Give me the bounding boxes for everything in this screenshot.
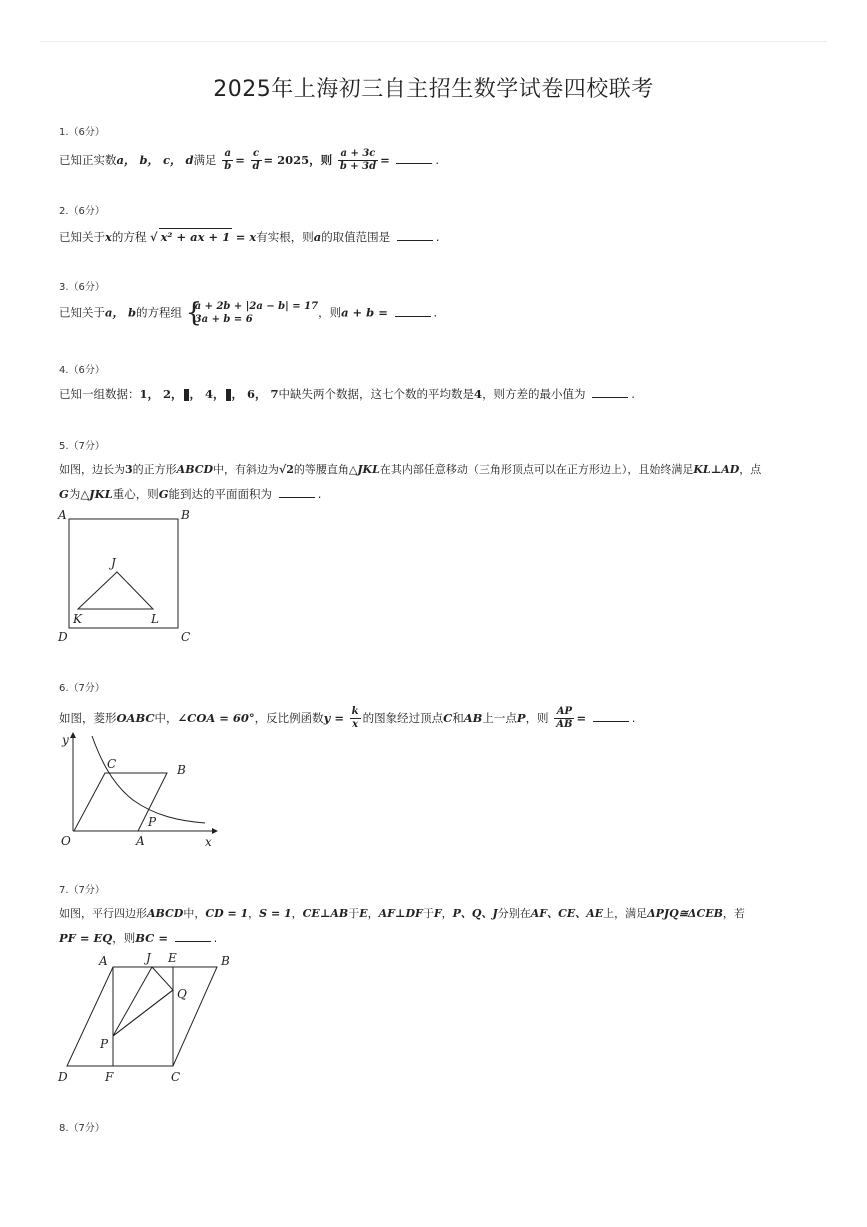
math: △JKL bbox=[348, 463, 380, 476]
fraction bbox=[554, 706, 574, 731]
math: ABCD bbox=[176, 463, 213, 476]
question-1-header bbox=[59, 123, 105, 138]
text: . bbox=[433, 305, 438, 320]
fraction bbox=[251, 148, 262, 173]
math: P、Q、J bbox=[452, 907, 498, 920]
radicand: x² + ax + 1 bbox=[160, 230, 231, 244]
text: ，若 bbox=[722, 907, 745, 920]
label-f: F bbox=[105, 1070, 114, 1084]
text: . bbox=[435, 153, 440, 167]
question-score: （7分） bbox=[68, 1123, 105, 1134]
x-axis-arrow bbox=[212, 828, 218, 834]
question-6-figure bbox=[55, 728, 220, 852]
segment-pq bbox=[113, 990, 173, 1036]
math: P bbox=[516, 711, 526, 725]
question-3-text bbox=[59, 300, 437, 326]
missing-value-mask bbox=[184, 389, 189, 401]
text: 如图，平行四边形 bbox=[59, 907, 147, 920]
question-score: （7分） bbox=[68, 885, 105, 896]
text: 于 bbox=[422, 907, 434, 920]
text: 已知一组数据： bbox=[59, 387, 140, 401]
answer-blank[interactable] bbox=[396, 162, 432, 164]
question-7-text-line2 bbox=[59, 930, 217, 946]
text: 上一点 bbox=[482, 711, 517, 725]
label-p: P bbox=[148, 815, 157, 829]
label-l: L bbox=[151, 612, 159, 626]
text: 的取值范围是 bbox=[321, 230, 391, 244]
text: 在其内部任意移动（三角形顶点可以在正方形边上），且始终满足 bbox=[379, 463, 694, 476]
text: . bbox=[631, 387, 635, 401]
label-j: J bbox=[111, 556, 116, 570]
text: 和 bbox=[452, 711, 464, 725]
math: = bbox=[380, 153, 390, 167]
label-a: A bbox=[136, 834, 145, 848]
question-score: （7分） bbox=[68, 441, 105, 452]
math: 1， 2， bbox=[139, 387, 183, 401]
question-number: 8. bbox=[59, 1123, 69, 1134]
text: ，则 bbox=[112, 931, 136, 945]
math: KL⊥AD bbox=[693, 463, 740, 476]
math: ΔPJQ≅ΔCEB bbox=[647, 907, 723, 920]
question-3-header bbox=[59, 278, 105, 293]
y-axis-arrow bbox=[70, 732, 76, 738]
question-score: （6分） bbox=[68, 365, 105, 376]
question-7-header bbox=[59, 881, 105, 896]
label-d: D bbox=[58, 1070, 68, 1084]
label-b: B bbox=[181, 508, 190, 522]
math: S = 1 bbox=[259, 907, 292, 920]
label-x: x bbox=[205, 835, 212, 849]
text: ， bbox=[248, 907, 260, 920]
equation: a + 2b + |2a − b| = 17 bbox=[194, 301, 319, 312]
text: . bbox=[213, 931, 218, 945]
label-p: P bbox=[100, 1037, 109, 1051]
fraction bbox=[338, 148, 378, 173]
document-title: 2025年上海初三自主招生数学试卷四校联考 bbox=[213, 77, 654, 102]
parallelogram-abcd bbox=[67, 967, 217, 1066]
fraction bbox=[222, 148, 233, 173]
top-divider bbox=[40, 41, 827, 42]
math: ∠COA = 60° bbox=[177, 711, 255, 725]
answer-blank[interactable] bbox=[593, 720, 629, 722]
text: ，则 bbox=[525, 711, 549, 725]
text: ， bbox=[367, 907, 379, 920]
math: △JKL bbox=[80, 487, 113, 501]
math: 3 bbox=[125, 463, 133, 476]
math: E bbox=[359, 907, 368, 920]
question-2-header bbox=[59, 202, 105, 217]
triangle-jkl bbox=[78, 572, 153, 609]
text: 的等腰直角 bbox=[293, 463, 349, 476]
math: G bbox=[158, 487, 169, 501]
math: y = bbox=[323, 711, 344, 725]
math: 4 bbox=[474, 387, 483, 401]
answer-blank[interactable] bbox=[279, 496, 315, 498]
text: 有实根，则 bbox=[256, 230, 314, 244]
equation: 3a + b = 6 bbox=[194, 314, 253, 325]
question-2-text bbox=[59, 228, 440, 245]
math: a bbox=[313, 230, 322, 244]
equation-system bbox=[186, 300, 318, 326]
question-5-text-line2 bbox=[59, 486, 321, 502]
label-c: C bbox=[171, 1070, 181, 1084]
question-5-header bbox=[59, 437, 105, 452]
question-7-text-line1 bbox=[59, 906, 745, 922]
text: 已知关于 bbox=[59, 305, 105, 320]
math: ABCD bbox=[147, 907, 184, 920]
label-a: A bbox=[58, 508, 67, 522]
math: = bbox=[576, 711, 587, 725]
math: a + b = bbox=[341, 305, 388, 320]
sqrt-sign: √ bbox=[150, 230, 158, 244]
question-number: 3. bbox=[59, 282, 69, 293]
numerator: k bbox=[351, 706, 359, 717]
label-d: D bbox=[58, 630, 68, 644]
text: 的图象经过顶点 bbox=[362, 711, 444, 725]
text: 如图，边长为 bbox=[59, 463, 125, 476]
text: 于 bbox=[348, 907, 360, 920]
math: √2 bbox=[279, 463, 294, 476]
text: 的方程 bbox=[111, 230, 147, 244]
question-number: 7. bbox=[59, 885, 69, 896]
numerator: a + 3c bbox=[338, 148, 378, 161]
text: ，则 bbox=[318, 305, 342, 320]
text: 分别在 bbox=[497, 907, 531, 920]
math: AF、CE、AE bbox=[530, 907, 604, 920]
text: ， bbox=[441, 907, 453, 920]
text: 上，满足 bbox=[603, 907, 648, 920]
label-b: B bbox=[177, 763, 186, 777]
math: BC = bbox=[135, 931, 168, 945]
numerator: a bbox=[222, 148, 233, 161]
label-y: y bbox=[62, 733, 69, 747]
math: ， 6， 7 bbox=[231, 387, 279, 401]
denominator: x bbox=[352, 719, 359, 730]
label-e: E bbox=[168, 951, 177, 965]
question-score: （6分） bbox=[68, 282, 105, 293]
text: 重心，则 bbox=[112, 487, 159, 501]
label-c: C bbox=[181, 630, 191, 644]
math: = x bbox=[235, 230, 257, 244]
text: ，点 bbox=[739, 463, 762, 476]
denominator: b bbox=[224, 161, 232, 172]
question-5-text-line1 bbox=[59, 462, 761, 478]
question-6-header bbox=[59, 679, 105, 694]
text: 中， bbox=[183, 907, 206, 920]
question-score: （6分） bbox=[68, 127, 105, 138]
text: 中， bbox=[154, 711, 178, 725]
answer-blank[interactable] bbox=[592, 396, 628, 398]
text: 为 bbox=[68, 487, 81, 501]
label-q: Q bbox=[177, 987, 187, 1001]
math: F bbox=[433, 907, 442, 920]
brace: { bbox=[185, 298, 203, 328]
math: C bbox=[443, 711, 453, 725]
math: CE⊥AB bbox=[302, 907, 349, 920]
numerator: AP bbox=[554, 706, 574, 719]
math: x bbox=[105, 230, 112, 244]
question-number: 2. bbox=[59, 206, 69, 217]
text: 的方程组 bbox=[136, 305, 182, 320]
numerator: c bbox=[251, 148, 262, 161]
question-4-header bbox=[59, 361, 105, 376]
math: AF⊥DF bbox=[378, 907, 423, 920]
answer-blank[interactable] bbox=[395, 315, 431, 317]
math: = bbox=[235, 153, 245, 167]
text: 能到达的平面面积为 bbox=[168, 487, 273, 501]
math: ， 4， bbox=[189, 387, 225, 401]
math: PF = EQ bbox=[59, 931, 113, 945]
missing-value-mask bbox=[226, 389, 231, 401]
math: a， b， c， d bbox=[116, 153, 194, 167]
triangle-pjq bbox=[113, 967, 173, 1036]
square-abcd bbox=[69, 519, 178, 628]
text: 满足 bbox=[193, 153, 217, 167]
question-number: 1. bbox=[59, 127, 69, 138]
label-j: J bbox=[146, 951, 151, 965]
fraction bbox=[350, 706, 361, 731]
text: 已知关于 bbox=[59, 230, 105, 244]
question-7-figure bbox=[55, 948, 240, 1088]
text: . bbox=[435, 230, 440, 244]
label-o: O bbox=[61, 834, 71, 848]
answer-blank[interactable] bbox=[175, 940, 211, 942]
label-b: B bbox=[221, 954, 230, 968]
question-score: （6分） bbox=[68, 206, 105, 217]
question-number: 6. bbox=[59, 683, 69, 694]
question-number: 4. bbox=[59, 365, 69, 376]
question-score: （7分） bbox=[68, 683, 105, 694]
text: 中，有斜边为 bbox=[213, 463, 279, 476]
denominator: AB bbox=[556, 719, 573, 730]
text: 如图，菱形 bbox=[59, 711, 117, 725]
question-8-header bbox=[59, 1119, 105, 1134]
text: ，反比例函数 bbox=[254, 711, 324, 725]
question-1-text bbox=[59, 148, 439, 173]
question-number: 5. bbox=[59, 441, 69, 452]
denominator: b + 3d bbox=[339, 161, 377, 172]
math: OABC bbox=[116, 711, 155, 725]
text: . bbox=[317, 487, 322, 501]
denominator: d bbox=[252, 161, 260, 172]
text: 的正方形 bbox=[132, 463, 177, 476]
math: CD = 1 bbox=[205, 907, 249, 920]
label-c: C bbox=[107, 757, 117, 771]
label-k: K bbox=[73, 612, 82, 626]
math: G bbox=[59, 487, 69, 501]
math: AB bbox=[463, 711, 483, 725]
answer-blank[interactable] bbox=[397, 239, 433, 241]
math: = 2025，则 bbox=[263, 153, 333, 167]
label-a: A bbox=[99, 954, 108, 968]
math: a， b bbox=[105, 305, 136, 320]
question-5-figure bbox=[55, 505, 205, 647]
text: 已知正实数 bbox=[59, 153, 117, 167]
text: ，则方差的最小值为 bbox=[482, 387, 586, 401]
text: 中缺失两个数据，这七个数的平均数是 bbox=[278, 387, 475, 401]
text: . bbox=[631, 711, 636, 725]
question-4-text bbox=[59, 386, 635, 402]
text: ， bbox=[291, 907, 303, 920]
